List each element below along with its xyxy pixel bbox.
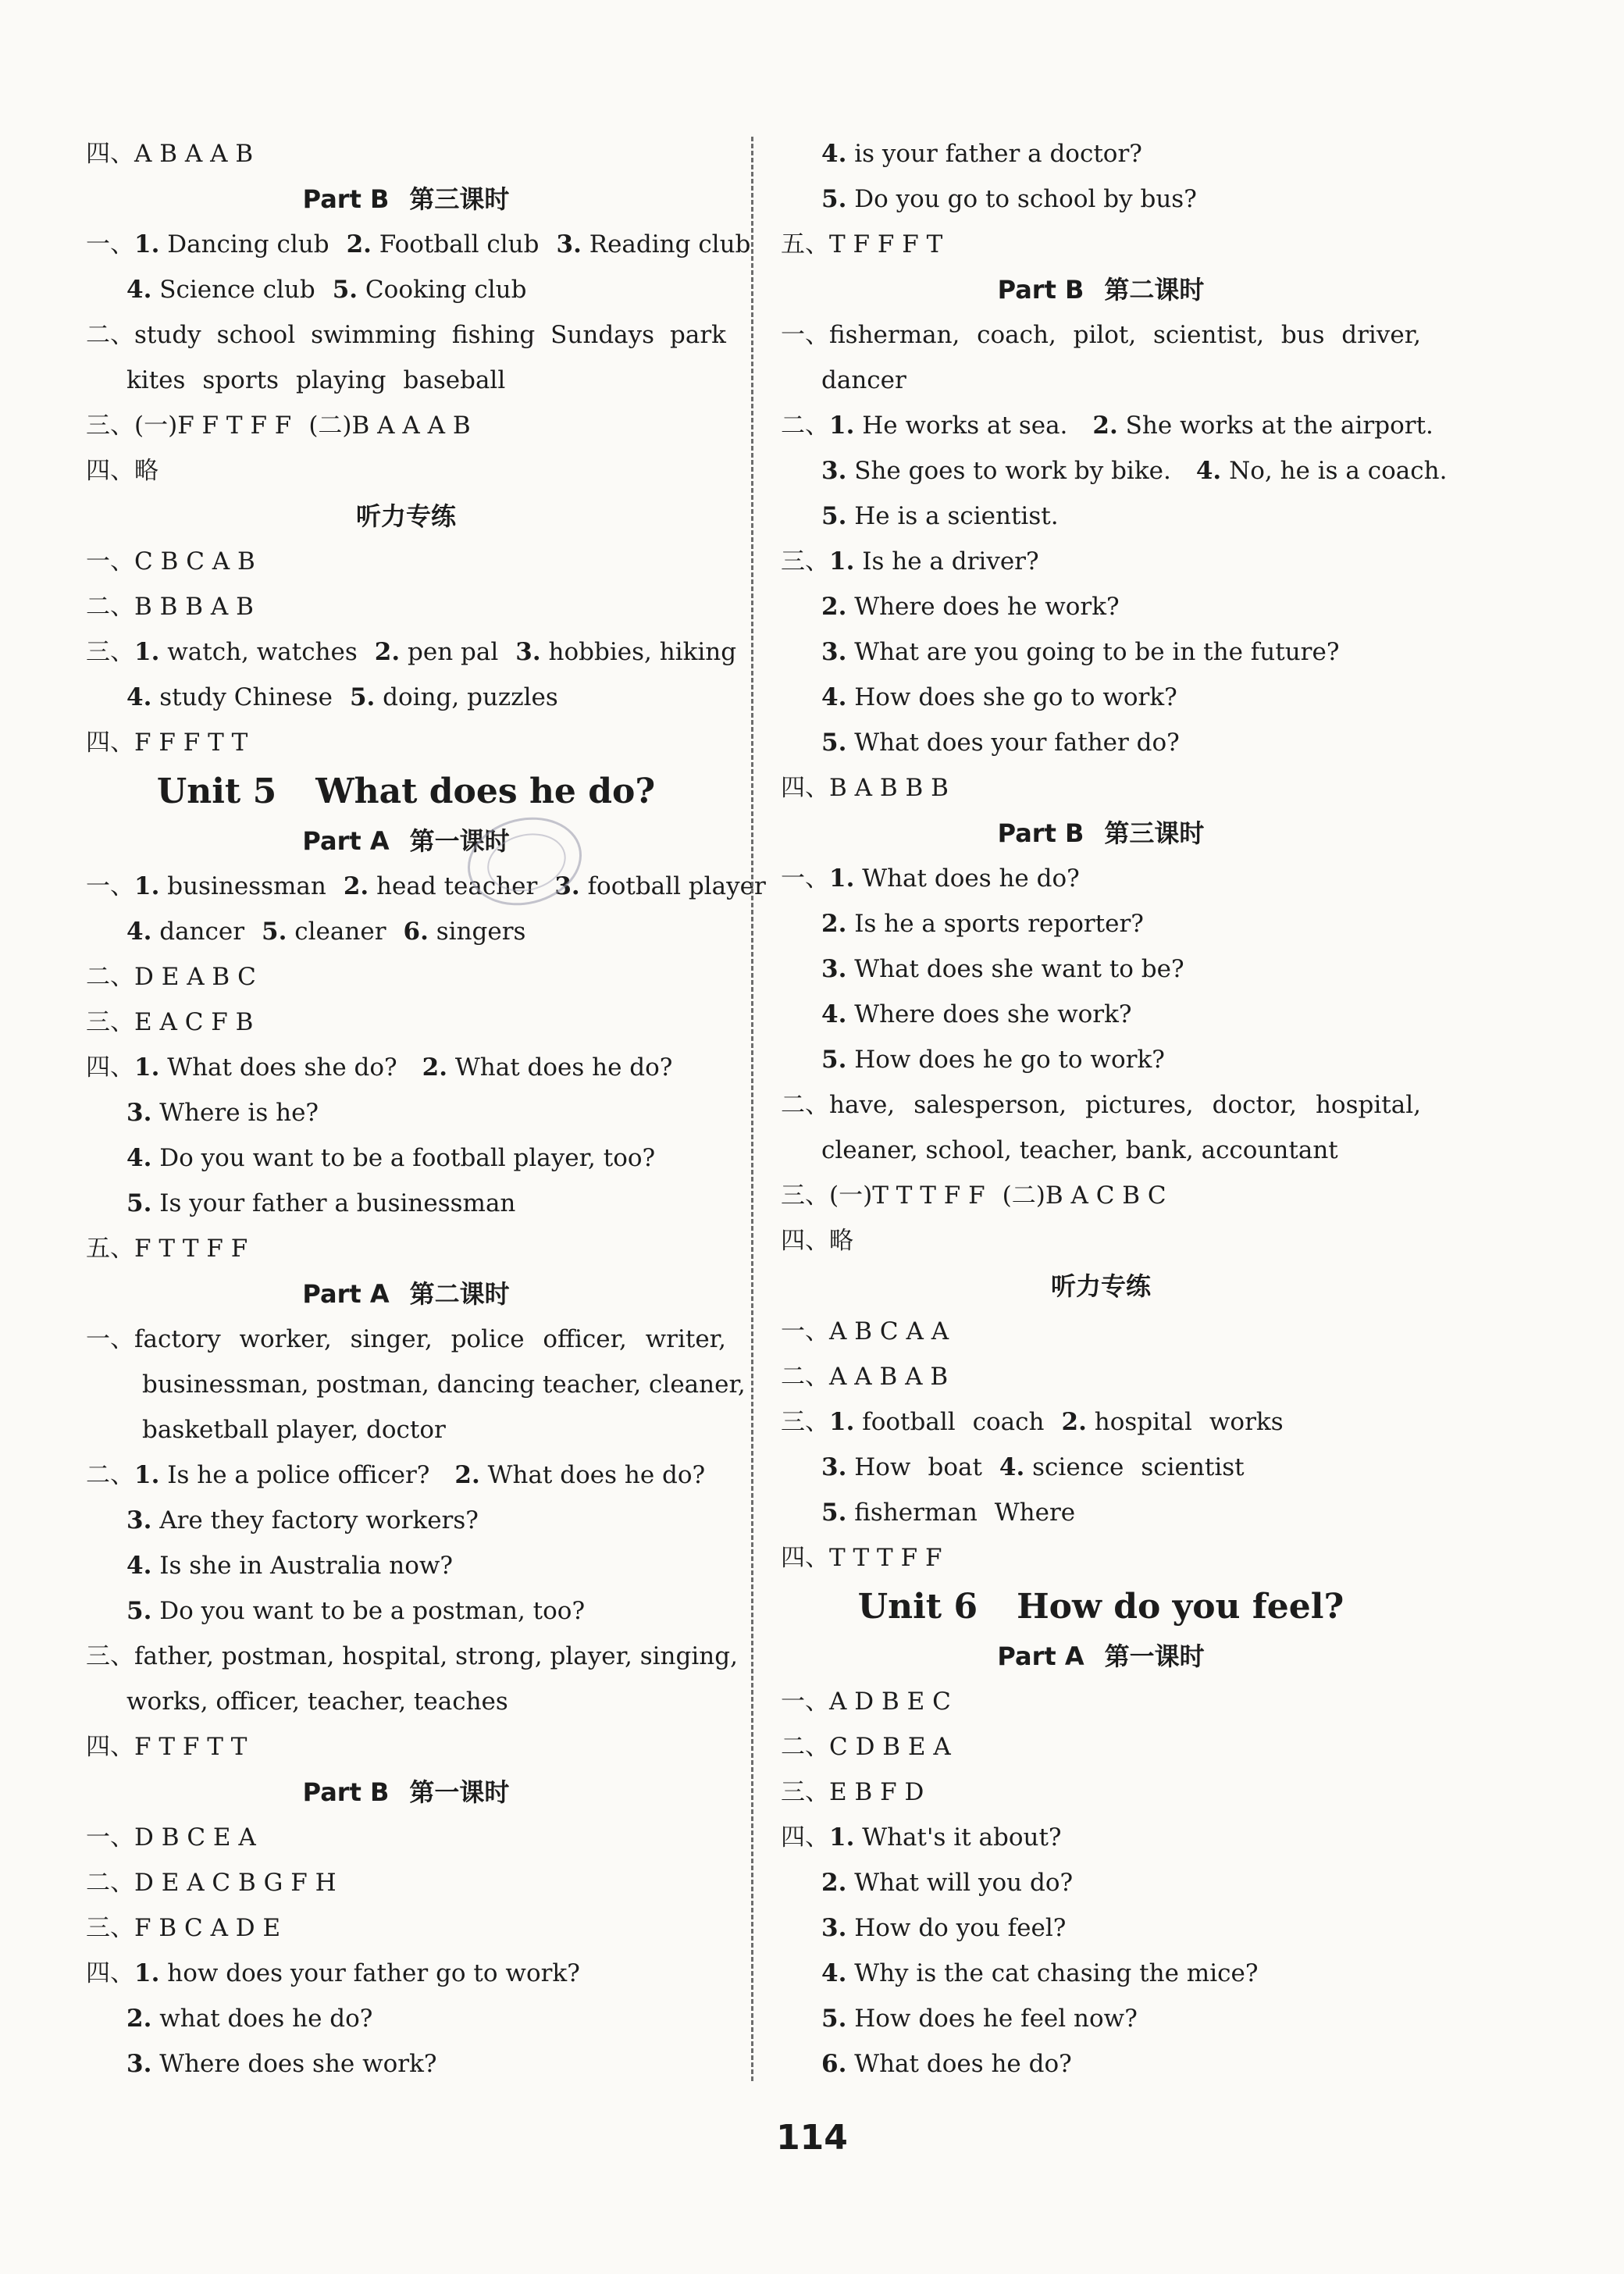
answer-line: 四、1. What does she do? 2. What does he do? bbox=[86, 1053, 673, 1082]
page-number: 114 bbox=[776, 2118, 848, 2158]
answer-line: 一、1. What does he do? bbox=[781, 864, 1080, 893]
section-part: Part B bbox=[302, 1777, 390, 1807]
unit-title bbox=[86, 765, 726, 818]
section-heading bbox=[781, 811, 1421, 856]
section-heading bbox=[86, 494, 726, 539]
answer-line: 四、1. how does your father go to work? bbox=[86, 1959, 580, 1987]
answer-line: 二、D E A C B G F H bbox=[86, 1869, 337, 1897]
answer-line: 2. what does he do? bbox=[126, 2005, 373, 2033]
answer-line: 6. What does he do? bbox=[821, 2050, 1072, 2078]
answer-line: 4. dancer 5. cleaner 6. singers bbox=[126, 918, 526, 946]
section-part: Part A bbox=[997, 1641, 1084, 1671]
unit-question: What does he do? bbox=[315, 772, 656, 811]
answer-line: 3. Are they factory workers? bbox=[126, 1506, 479, 1534]
answer-line: 2. Is he a sports reporter? bbox=[821, 910, 1144, 938]
answer-line: 五、T F F F T bbox=[781, 230, 943, 258]
answer-line: 5. Is your father a businessman bbox=[126, 1189, 516, 1217]
answer-line: 三、1. watch, watches 2. pen pal 3. hobbies, hiking bbox=[86, 638, 737, 666]
answer-line: 5. He is a scientist. bbox=[821, 502, 1059, 530]
answer-line: 四、T T T F F bbox=[781, 1544, 942, 1572]
section-heading bbox=[86, 176, 726, 222]
answer-line: 一、A D B E C bbox=[781, 1688, 951, 1716]
answer-line: 四、A B A A B bbox=[86, 140, 254, 168]
section-lesson: 第一课时 bbox=[409, 1777, 510, 1807]
answer-line: 三、father, postman, hospital, strong, player, singing, bbox=[86, 1642, 738, 1670]
answer-line: 四、1. What's it about? bbox=[781, 1823, 1062, 1852]
answer-line: 二、D E A B C bbox=[86, 963, 256, 991]
unit-question: How do you feel? bbox=[1017, 1587, 1344, 1627]
section-lesson: 第三课时 bbox=[1104, 818, 1205, 848]
section-heading bbox=[86, 1271, 726, 1317]
column-divider bbox=[751, 137, 753, 2081]
answer-line: 3. Where is he? bbox=[126, 1099, 319, 1127]
answer-line: 一、A B C A A bbox=[781, 1317, 949, 1346]
answer-line: 四、略 bbox=[781, 1227, 853, 1255]
answer-line: businessman, postman, dancing teacher, cleaner, bbox=[142, 1370, 746, 1399]
section-part: Part A bbox=[302, 1279, 390, 1309]
unit-title bbox=[781, 1581, 1421, 1634]
section-heading bbox=[781, 1264, 1421, 1309]
answer-line: 三、E A C F B bbox=[86, 1008, 254, 1036]
section-part: Part B bbox=[997, 275, 1084, 305]
answer-line: 5. Do you go to school by bus? bbox=[821, 185, 1197, 213]
answer-line: 2. What will you do? bbox=[821, 1869, 1074, 1897]
answer-line: 3. What does she want to be? bbox=[821, 955, 1184, 983]
answer-line: 一、factory worker, singer, police officer, writer, bbox=[86, 1325, 726, 1353]
answer-line: 3. Where does she work? bbox=[126, 2050, 437, 2078]
answer-line: 4. Do you want to be a football player, too? bbox=[126, 1144, 656, 1172]
answer-line: 一、1. Dancing club 2. Football club 3. Reading club bbox=[86, 230, 751, 258]
answer-line: dancer bbox=[821, 366, 906, 394]
answer-line: 三、1. Is he a driver? bbox=[781, 547, 1039, 576]
answer-line: 二、have, salesperson, pictures, doctor, hospital, bbox=[781, 1091, 1421, 1119]
unit-number: Unit 6 bbox=[857, 1587, 978, 1627]
answer-line: 二、C D B E A bbox=[781, 1733, 951, 1761]
left-column bbox=[86, 131, 766, 2087]
answer-line: 2. Where does he work? bbox=[821, 593, 1120, 621]
answer-line: 3. She goes to work by bike. 4. No, he is a coach. bbox=[821, 457, 1448, 485]
answer-line: 4. Science club 5. Cooking club bbox=[126, 276, 527, 304]
answer-line: 5. fisherman Where bbox=[821, 1499, 1076, 1527]
answer-line: 二、A A B A B bbox=[781, 1363, 949, 1391]
section-lesson: 第二课时 bbox=[409, 1279, 510, 1309]
section-lesson: 听力专练 bbox=[1050, 1271, 1151, 1301]
answer-line: 二、study school swimming fishing Sundays park bbox=[86, 321, 726, 349]
answer-line: 四、F T F T T bbox=[86, 1733, 248, 1761]
right-column bbox=[781, 131, 1448, 2087]
answer-line: 5. How does he feel now? bbox=[821, 2005, 1138, 2033]
answer-line: 二、B B B A B bbox=[86, 593, 254, 621]
section-part: Part A bbox=[302, 826, 390, 856]
answer-line: 一、fisherman, coach, pilot, scientist, bus driver, bbox=[781, 321, 1421, 349]
answer-line: 三、F B C A D E bbox=[86, 1914, 281, 1942]
section-lesson: 听力专练 bbox=[355, 501, 456, 531]
answer-line: 5. How does he go to work? bbox=[821, 1046, 1165, 1074]
answer-line: works, officer, teacher, teaches bbox=[126, 1688, 508, 1716]
unit-number: Unit 5 bbox=[156, 772, 277, 811]
answer-line: 五、F T T F F bbox=[86, 1235, 248, 1263]
answer-line: 3. What are you going to be in the future? bbox=[821, 638, 1340, 666]
answer-line: 4. is your father a doctor? bbox=[821, 140, 1142, 168]
answer-line: 三、1. football coach 2. hospital works bbox=[781, 1408, 1284, 1436]
section-heading bbox=[86, 1770, 726, 1815]
answer-line: cleaner, school, teacher, bank, accountant bbox=[821, 1136, 1338, 1164]
answer-line: 5. What does your father do? bbox=[821, 729, 1180, 757]
answer-line: 一、D B C E A bbox=[86, 1823, 256, 1852]
answer-line: 5. Do you want to be a postman, too? bbox=[126, 1597, 586, 1625]
answer-line: basketball player, doctor bbox=[142, 1416, 446, 1444]
answer-line: 四、略 bbox=[86, 457, 158, 485]
section-lesson: 第一课时 bbox=[1104, 1641, 1205, 1671]
section-part: Part B bbox=[997, 818, 1084, 848]
answer-line: 4. Where does she work? bbox=[821, 1000, 1132, 1028]
section-heading bbox=[781, 1634, 1421, 1679]
answer-line: 4. study Chinese 5. doing, puzzles bbox=[126, 683, 558, 711]
section-lesson: 第一课时 bbox=[409, 826, 510, 856]
answer-line: 一、1. businessman 2. head teacher 3. football player bbox=[86, 872, 766, 900]
section-lesson: 第三课时 bbox=[409, 184, 510, 214]
answer-line: 三、(一)T T T F F (二)B A C B C bbox=[781, 1182, 1166, 1210]
answer-line: 3. How do you feel? bbox=[821, 1914, 1067, 1942]
answer-line: 4. Why is the cat chasing the mice? bbox=[821, 1959, 1259, 1987]
answer-line: 二、1. Is he a police officer? 2. What does he do? bbox=[86, 1461, 706, 1489]
answer-line: 三、E B F D bbox=[781, 1778, 924, 1806]
answer-line: 四、F F F T T bbox=[86, 729, 248, 757]
answer-line: kites sports playing baseball bbox=[126, 366, 506, 394]
answer-line: 4. Is she in Australia now? bbox=[126, 1552, 454, 1580]
answer-line: 一、C B C A B bbox=[86, 547, 255, 576]
section-heading bbox=[781, 267, 1421, 312]
answer-line: 三、(一)F F T F F (二)B A A A B bbox=[86, 412, 471, 440]
section-part: Part B bbox=[302, 184, 390, 214]
section-lesson: 第二课时 bbox=[1104, 275, 1205, 305]
section-heading bbox=[86, 818, 726, 864]
answer-line: 二、1. He works at sea. 2. She works at the airport. bbox=[781, 412, 1433, 440]
answer-line: 4. How does she go to work? bbox=[821, 683, 1177, 711]
answer-line: 3. How boat 4. science scientist bbox=[821, 1453, 1245, 1481]
answer-line: 四、B A B B B bbox=[781, 774, 949, 802]
